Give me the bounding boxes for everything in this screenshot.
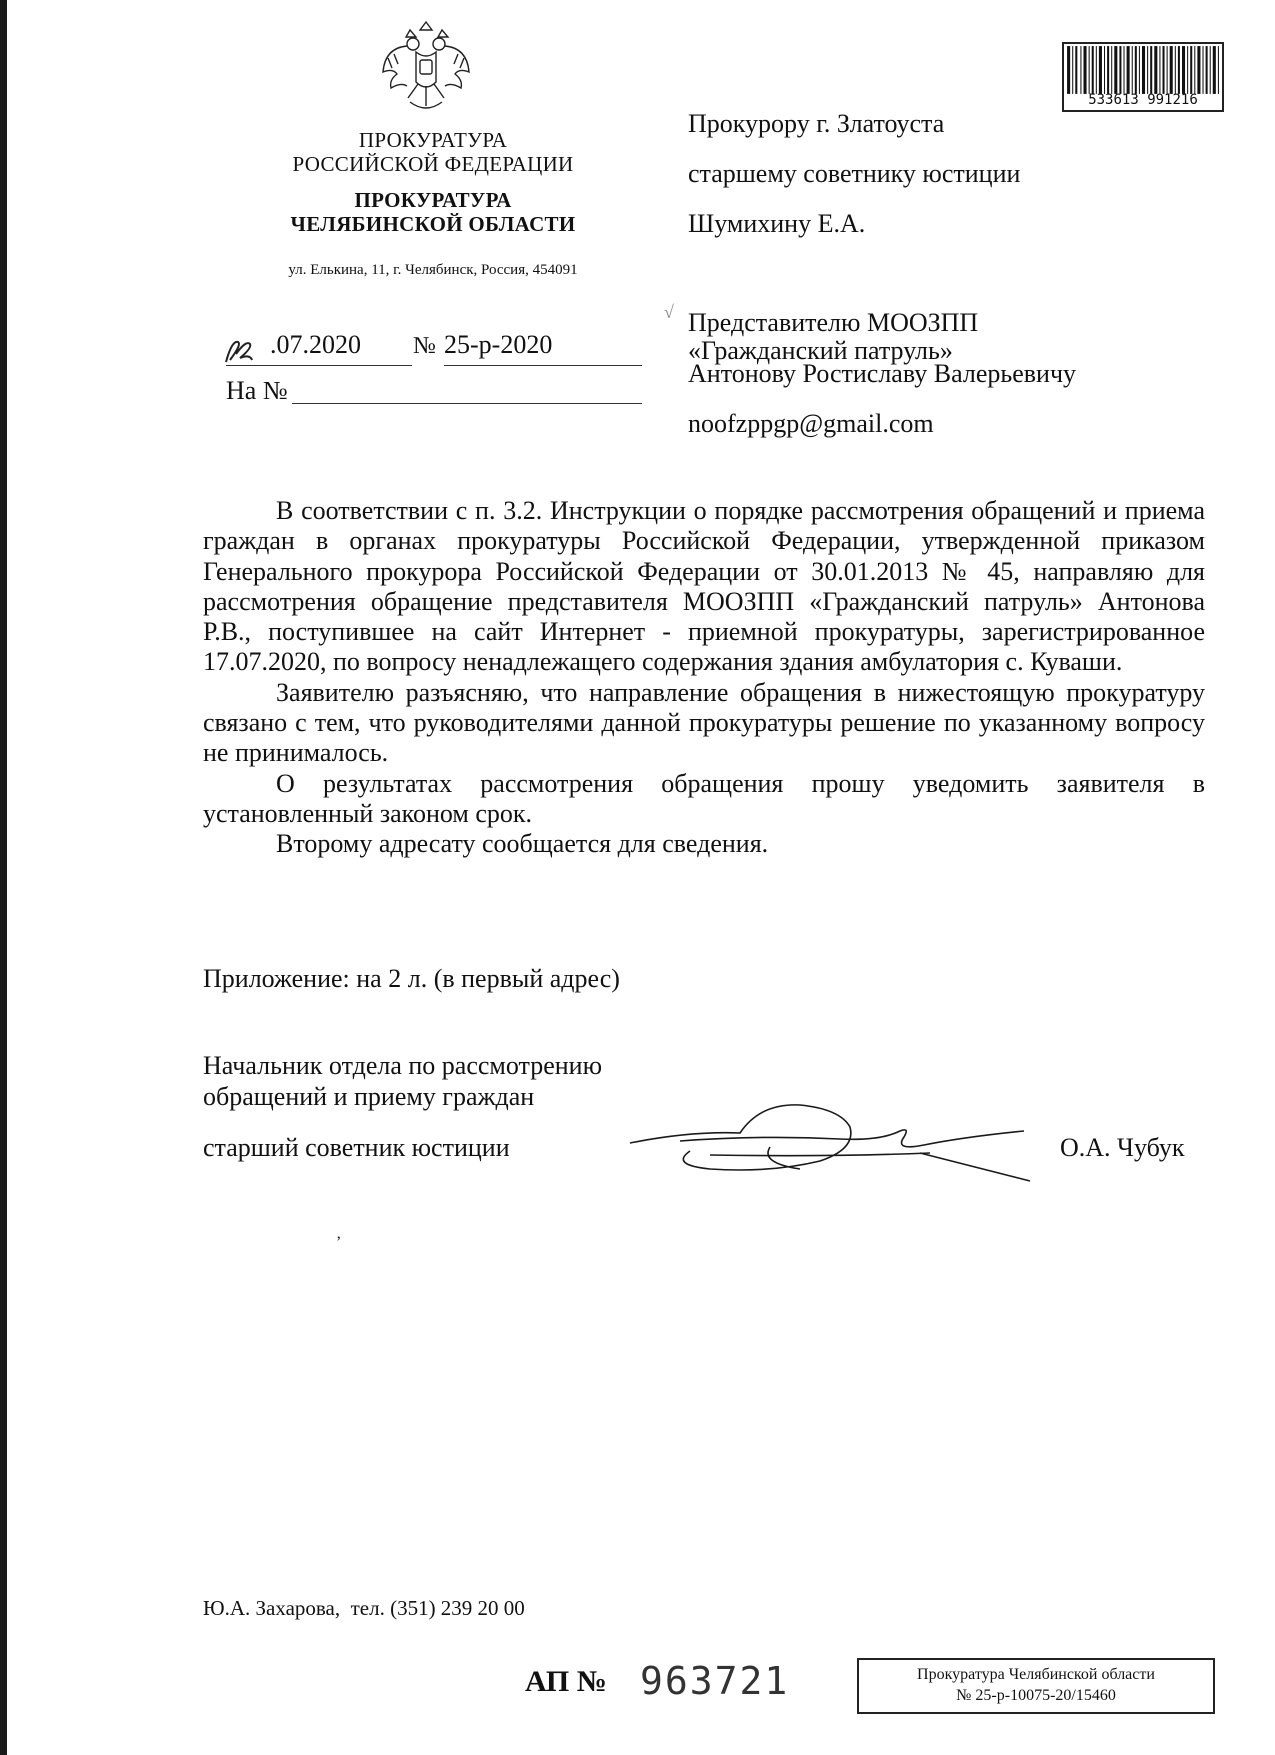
recipient-2-line-3: Антонову Ростиславу Валерьевичу xyxy=(688,359,1077,388)
signer-name: О.А. Чубук xyxy=(1060,1133,1185,1162)
letter-body xyxy=(203,496,1205,860)
signer-position-line-1: Начальник отдела по рассмотрению xyxy=(203,1051,602,1080)
registration-stamp xyxy=(857,1658,1215,1714)
double-headed-eagle-icon xyxy=(380,18,472,118)
letter-number: 25-р-2020 xyxy=(444,330,553,359)
barcode-icon xyxy=(1062,42,1224,96)
reply-to-underline xyxy=(292,403,642,404)
org-name-block xyxy=(248,128,618,176)
office-name-block xyxy=(248,188,618,236)
letter-date: .07.2020 xyxy=(270,330,361,359)
body-paragraph-4: Второму адресату сообщается для сведения. xyxy=(276,829,769,859)
serial-number: 963721 xyxy=(640,1659,790,1703)
scan-left-edge xyxy=(0,0,7,1755)
body-paragraph-1: В соответствии с п. 3.2. Инструкции о порядке рассмотрения обращений и приема граждан в органах прокуратуры Российской Федерации, утвержденной приказом Генерального прокурора Российской Федерации от 30.01.2013 № 45, направляю для рассмотрения обращение представителя МООЗПП «Гражданский патруль» Антонова Р.В., поступившее на сайт Интернет - приемной прокуратуры, зарегистрированное 17.07.2020, по вопросу ненадлежащего содержания здания амбулатория с. Куваши. xyxy=(203,496,1205,677)
body-paragraph-3: О результатах рассмотрения обращения прошу уведомить заявителя в установленный законом срок. xyxy=(203,768,1205,828)
barcode-number: 533613 991216 xyxy=(1062,90,1224,112)
recipient-2-email: noofzppgp@gmail.com xyxy=(688,409,934,438)
office-address: ул. Елькина, 11, г. Челябинск, Россия, 454091 xyxy=(288,262,578,278)
check-mark: √ xyxy=(664,302,674,322)
number-underline xyxy=(444,365,642,366)
org-name-line-2: РОССИЙСКОЙ ФЕДЕРАЦИИ xyxy=(292,152,574,177)
stray-mark: ’ xyxy=(336,1234,342,1251)
stamp-line-2: № 25-р-10075-20/15460 xyxy=(956,1687,1116,1704)
signer-position-line-2: обращений и приему граждан xyxy=(203,1082,535,1111)
handwritten-day-mark xyxy=(222,332,258,368)
date-underline xyxy=(226,365,412,366)
recipient-2-line-1: Представителю МООЗПП xyxy=(688,308,979,337)
recipient-1-line-3: Шумихину Е.А. xyxy=(688,209,866,238)
office-name-line-1: ПРОКУРАТУРА xyxy=(354,188,512,212)
stamp-line-1: Прокуратура Челябинской области xyxy=(917,1666,1155,1683)
signer-rank: старший советник юстиции xyxy=(203,1133,510,1162)
reply-to-label: На № xyxy=(226,376,288,405)
executor-info: Ю.А. Захарова, тел. (351) 239 20 00 xyxy=(203,1596,525,1620)
recipient-2-line-2: «Гражданский патруль» xyxy=(688,336,953,365)
attachment-note: Приложение: на 2 л. (в первый адрес) xyxy=(203,964,620,993)
letter-number-label: № xyxy=(413,333,436,359)
org-name-line-1: ПРОКУРАТУРА xyxy=(358,128,508,152)
handwritten-signature xyxy=(620,1095,1040,1215)
recipient-1-line-1: Прокурору г. Златоуста xyxy=(688,109,945,138)
body-paragraph-2: Заявителю разъясняю, что направление обращения в нижестоящую прокуратуру связано с тем, что руководителями данной прокуратуры решение по указанному вопросу не принималось. xyxy=(203,677,1205,768)
serial-label: АП № xyxy=(525,1665,607,1698)
recipient-1-line-2: старшему советнику юстиции xyxy=(688,159,1021,188)
office-name-line-2: ЧЕЛЯБИНСКОЙ ОБЛАСТИ xyxy=(290,212,576,237)
